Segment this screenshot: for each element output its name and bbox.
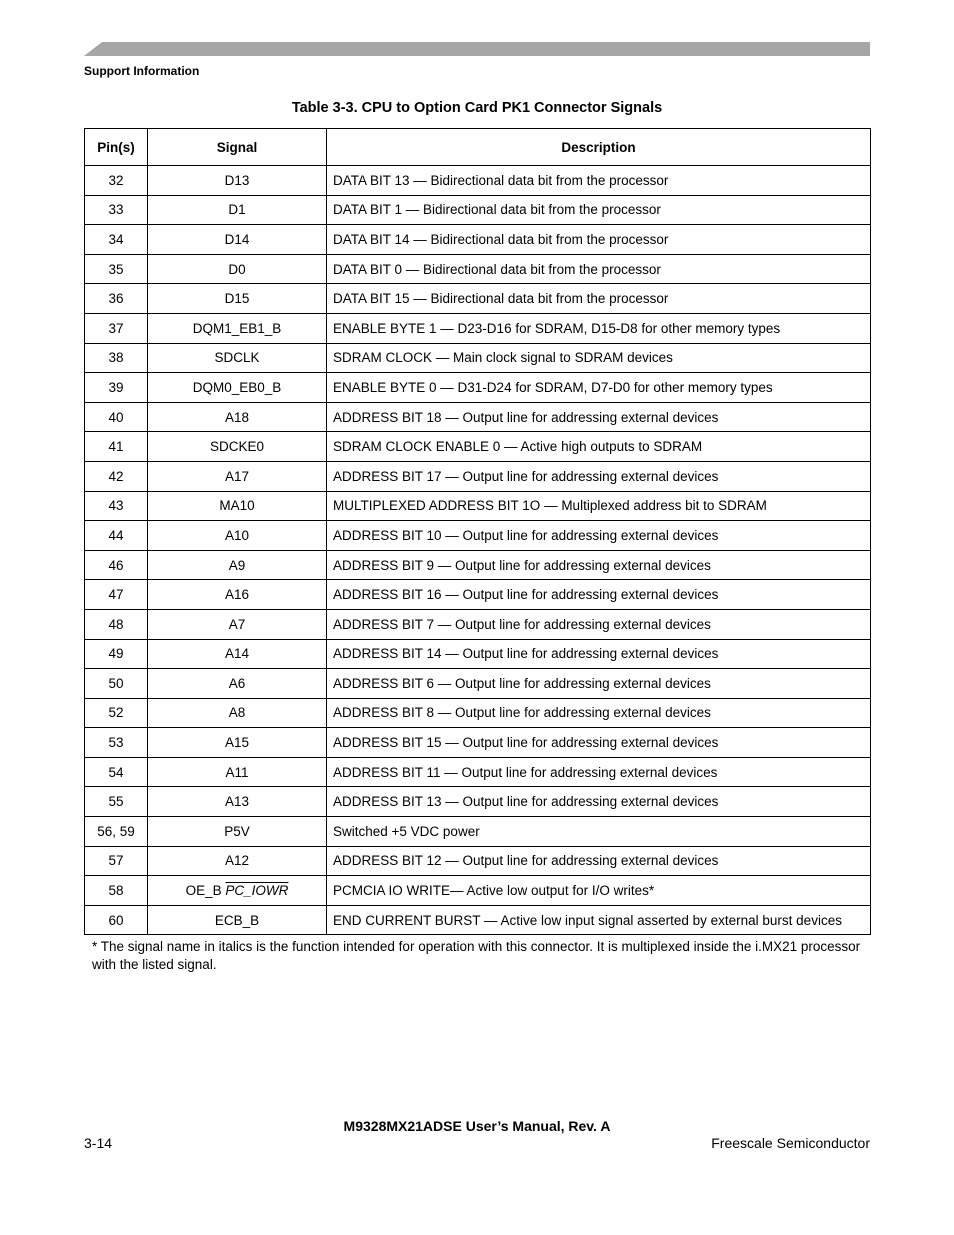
signal-name: A18 — [224, 409, 250, 425]
pin-cell: 44 — [85, 521, 148, 551]
signal-name: A12 — [224, 853, 250, 869]
description-cell: SDRAM CLOCK — Main clock signal to SDRAM devices — [327, 343, 871, 373]
table-row — [85, 550, 871, 580]
signal-name: D13 — [224, 172, 250, 188]
signal-cell — [148, 491, 327, 521]
description-cell: MULTIPLEXED ADDRESS BIT 1O — Multiplexed address bit to SDRAM — [327, 491, 871, 521]
signal-name: D0 — [228, 261, 246, 277]
pin-cell: 33 — [85, 195, 148, 225]
signal-name: D1 — [228, 202, 246, 218]
pin-cell: 53 — [85, 728, 148, 758]
pin-cell: 60 — [85, 905, 148, 935]
signal-name: OE_B — [185, 883, 222, 899]
table-row — [85, 402, 871, 432]
signal-cell — [148, 166, 327, 196]
description-cell: ENABLE BYTE 0 — D31-D24 for SDRAM, D7-D0 for other memory types — [327, 373, 871, 403]
signal-cell — [148, 373, 327, 403]
table-row — [85, 905, 871, 935]
description-cell: ENABLE BYTE 1 — D23-D16 for SDRAM, D15-D8 for other memory types — [327, 313, 871, 343]
signal-cell — [148, 195, 327, 225]
header-decorative-bar — [84, 42, 870, 56]
signal-cell — [148, 905, 327, 935]
signal-name: SDCKE0 — [209, 439, 265, 455]
pin-cell: 42 — [85, 461, 148, 491]
signal-cell — [148, 609, 327, 639]
table-row — [85, 876, 871, 906]
table-row — [85, 225, 871, 255]
description-cell: DATA BIT 0 — Bidirectional data bit from the processor — [327, 254, 871, 284]
description-cell: ADDRESS BIT 6 — Output line for addressing external devices — [327, 669, 871, 699]
pin-cell: 32 — [85, 166, 148, 196]
signal-cell — [148, 313, 327, 343]
signal-name: A15 — [224, 735, 250, 751]
table-row — [85, 787, 871, 817]
signal-cell — [148, 639, 327, 669]
table-row — [85, 254, 871, 284]
description-cell: ADDRESS BIT 7 — Output line for addressing external devices — [327, 609, 871, 639]
pin-cell: 58 — [85, 876, 148, 906]
signal-cell — [148, 550, 327, 580]
signal-cell — [148, 580, 327, 610]
signal-name: A13 — [224, 794, 250, 810]
pin-cell: 57 — [85, 846, 148, 876]
table-row — [85, 817, 871, 847]
description-cell: ADDRESS BIT 15 — Output line for addressing external devices — [327, 728, 871, 758]
signal-name: A8 — [228, 705, 246, 721]
pin-cell: 40 — [85, 402, 148, 432]
table-row — [85, 521, 871, 551]
signal-cell — [148, 461, 327, 491]
pin-cell: 34 — [85, 225, 148, 255]
signal-alt-name: PC_IOWR — [225, 883, 289, 899]
description-cell: DATA BIT 13 — Bidirectional data bit from the processor — [327, 166, 871, 196]
table-row — [85, 432, 871, 462]
table-title: Table 3-3. CPU to Option Card PK1 Connector Signals — [291, 100, 663, 116]
pin-cell: 52 — [85, 698, 148, 728]
pin-cell: 56, 59 — [85, 817, 148, 847]
pin-cell: 39 — [85, 373, 148, 403]
signal-cell — [148, 757, 327, 787]
description-cell: SDRAM CLOCK ENABLE 0 — Active high outputs to SDRAM — [327, 432, 871, 462]
table-row — [85, 166, 871, 196]
description-cell: END CURRENT BURST — Active low input signal asserted by external burst devices — [327, 905, 871, 935]
signal-cell — [148, 521, 327, 551]
pin-cell: 46 — [85, 550, 148, 580]
signal-cell — [148, 876, 327, 906]
signal-cell — [148, 225, 327, 255]
table-row — [85, 757, 871, 787]
signal-cell — [148, 254, 327, 284]
description-cell: ADDRESS BIT 11 — Output line for addressing external devices — [327, 757, 871, 787]
signal-cell — [148, 402, 327, 432]
signal-cell — [148, 787, 327, 817]
description-cell: ADDRESS BIT 17 — Output line for addressing external devices — [327, 461, 871, 491]
pin-cell: 37 — [85, 313, 148, 343]
footer-manual-title: M9328MX21ADSE User’s Manual, Rev. A — [343, 1118, 611, 1134]
table-row — [85, 284, 871, 314]
description-cell: ADDRESS BIT 14 — Output line for addressing external devices — [327, 639, 871, 669]
table-row — [85, 343, 871, 373]
pin-cell: 36 — [85, 284, 148, 314]
signal-name: A11 — [225, 764, 249, 780]
section-label: Support Information — [84, 64, 200, 78]
description-cell: DATA BIT 14 — Bidirectional data bit from the processor — [327, 225, 871, 255]
signal-name: A14 — [224, 646, 250, 662]
pin-cell: 43 — [85, 491, 148, 521]
pin-cell: 41 — [85, 432, 148, 462]
signal-name: DQM1_EB1_B — [192, 320, 282, 336]
table-row — [85, 491, 871, 521]
column-header-description: Description — [327, 129, 871, 166]
footer-page-number: 3-14 — [84, 1135, 113, 1151]
pin-cell: 35 — [85, 254, 148, 284]
description-cell: PCMCIA IO WRITE— Active low output for I/O writes* — [327, 876, 871, 906]
description-cell: DATA BIT 1 — Bidirectional data bit from the processor — [327, 195, 871, 225]
signal-name: P5V — [224, 823, 250, 839]
column-header-signal: Signal — [148, 129, 327, 166]
table-row — [85, 846, 871, 876]
table-row — [85, 639, 871, 669]
table-row — [85, 195, 871, 225]
table-row — [85, 728, 871, 758]
signal-cell — [148, 343, 327, 373]
table-row — [85, 698, 871, 728]
signal-name: A16 — [224, 587, 250, 603]
signal-name: D15 — [224, 291, 250, 307]
signal-cell — [148, 846, 327, 876]
pin-cell: 50 — [85, 669, 148, 699]
table-row — [85, 313, 871, 343]
column-header-pins: Pin(s) — [85, 129, 148, 166]
signal-name: A6 — [228, 675, 246, 691]
description-cell: ADDRESS BIT 12 — Output line for addressing external devices — [327, 846, 871, 876]
footer-company: Freescale Semiconductor — [711, 1135, 870, 1151]
signal-name: A7 — [228, 616, 246, 632]
connector-signals-table — [84, 128, 871, 935]
pin-cell: 48 — [85, 609, 148, 639]
table-row — [85, 373, 871, 403]
table-footnote: * The signal name in italics is the function intended for operation with this connector. It is multiplexed inside the i.MX21 processor with the listed signal. — [92, 939, 861, 972]
description-cell: ADDRESS BIT 16 — Output line for addressing external devices — [327, 580, 871, 610]
description-cell: DATA BIT 15 — Bidirectional data bit from the processor — [327, 284, 871, 314]
pin-cell: 47 — [85, 580, 148, 610]
signal-name: SDCLK — [214, 350, 260, 366]
signal-name: A9 — [228, 557, 246, 573]
signal-cell — [148, 817, 327, 847]
description-cell: ADDRESS BIT 13 — Output line for addressing external devices — [327, 787, 871, 817]
table-row — [85, 580, 871, 610]
description-cell: Switched +5 VDC power — [327, 817, 871, 847]
description-cell: ADDRESS BIT 9 — Output line for addressing external devices — [327, 550, 871, 580]
pin-cell: 55 — [85, 787, 148, 817]
description-cell: ADDRESS BIT 8 — Output line for addressing external devices — [327, 698, 871, 728]
table-row — [85, 669, 871, 699]
signal-name: A10 — [224, 527, 250, 543]
description-cell: ADDRESS BIT 18 — Output line for addressing external devices — [327, 402, 871, 432]
signal-cell — [148, 284, 327, 314]
signal-name: D14 — [224, 231, 250, 247]
signal-name: ECB_B — [214, 912, 260, 928]
table-body — [85, 166, 871, 935]
signal-name: A17 — [224, 468, 250, 484]
signal-cell — [148, 728, 327, 758]
pin-cell: 49 — [85, 639, 148, 669]
table-row — [85, 609, 871, 639]
pin-cell: 38 — [85, 343, 148, 373]
description-cell: ADDRESS BIT 10 — Output line for addressing external devices — [327, 521, 871, 551]
signal-cell — [148, 669, 327, 699]
signal-name: DQM0_EB0_B — [192, 379, 282, 395]
table-header-row — [85, 129, 871, 166]
pin-cell: 54 — [85, 757, 148, 787]
signal-cell — [148, 432, 327, 462]
table-row — [85, 461, 871, 491]
signal-name: MA10 — [219, 498, 255, 514]
signal-cell — [148, 698, 327, 728]
